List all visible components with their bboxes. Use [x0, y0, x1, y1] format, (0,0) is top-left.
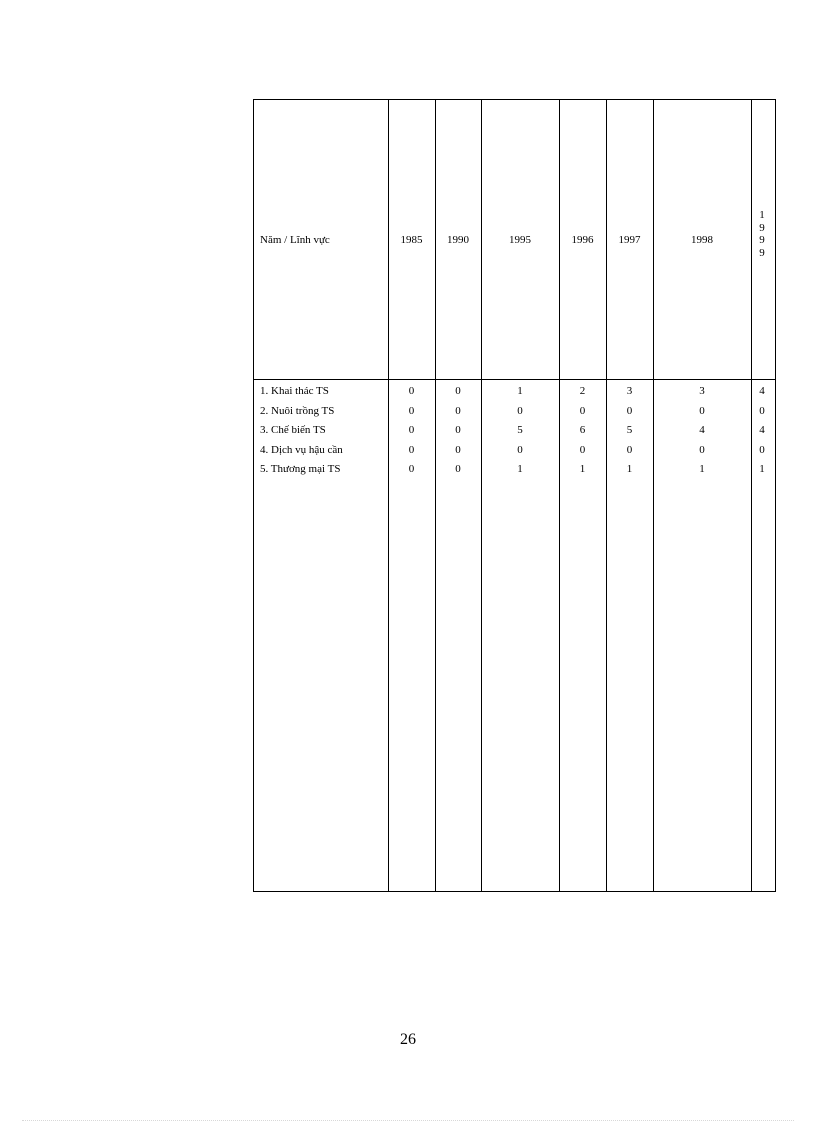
table-cell: 1 — [517, 385, 523, 397]
table-cell: 6 — [579, 424, 586, 436]
table-cell: 3 — [626, 385, 633, 397]
header-label: Năm / Lĩnh vực — [260, 234, 330, 246]
row-label-khai-thac: 1. Khai thác TS — [260, 385, 329, 397]
year-1996: 1996 — [571, 234, 594, 246]
table-cell: 0 — [408, 444, 415, 456]
table-cell: 0 — [517, 444, 523, 456]
page-bottom-divider — [22, 1120, 794, 1121]
row-label-dich-vu: 4. Dịch vụ hậu cần — [260, 444, 343, 456]
table-cell: 0 — [579, 444, 586, 456]
column-divider — [559, 100, 560, 891]
year-1999-vertical: 1 9 9 9 — [759, 209, 765, 259]
table-cell: 0 — [626, 405, 633, 417]
table-cell: 1 — [579, 463, 586, 475]
table-cell: 0 — [699, 444, 705, 456]
table-cell: 0 — [455, 424, 461, 436]
table-cell: 0 — [408, 424, 415, 436]
table-cell: 0 — [408, 463, 415, 475]
row-label-che-bien: 3. Chế biến TS — [260, 424, 326, 436]
data-table — [253, 99, 776, 892]
table-cell: 1 — [699, 463, 705, 475]
table-cell: 4 — [759, 385, 765, 397]
table-cell: 4 — [699, 424, 705, 436]
table-cell: 1 — [517, 463, 523, 475]
year-1995: 1995 — [509, 234, 531, 246]
table-cell: 0 — [759, 444, 765, 456]
header-divider — [254, 379, 775, 380]
table-cell: 0 — [455, 385, 461, 397]
table-cell: 0 — [408, 405, 415, 417]
table-cell: 0 — [579, 405, 586, 417]
table-cell: 0 — [455, 405, 461, 417]
row-label-thuong-mai: 5. Thương mại TS — [260, 463, 341, 475]
table-cell: 5 — [626, 424, 633, 436]
column-divider — [388, 100, 389, 891]
column-divider — [435, 100, 436, 891]
year-1985: 1985 — [400, 234, 423, 246]
table-cell: 0 — [759, 405, 765, 417]
table-cell: 0 — [517, 405, 523, 417]
table-cell: 0 — [455, 444, 461, 456]
column-divider — [653, 100, 654, 891]
table-cell: 0 — [455, 463, 461, 475]
table-cell: 1 — [626, 463, 633, 475]
table-cell: 0 — [408, 385, 415, 397]
table-cell: 0 — [626, 444, 633, 456]
year-1997: 1997 — [618, 234, 641, 246]
year-1998: 1998 — [691, 234, 713, 246]
table-cell: 2 — [579, 385, 586, 397]
column-divider — [481, 100, 482, 891]
table-cell: 0 — [699, 405, 705, 417]
table-cell: 5 — [517, 424, 523, 436]
table-cell: 1 — [759, 463, 765, 475]
page-number: 26 — [400, 1031, 416, 1048]
table-cell: 4 — [759, 424, 765, 436]
year-1990: 1990 — [447, 234, 469, 246]
table-cell: 3 — [699, 385, 705, 397]
column-divider — [606, 100, 607, 891]
row-label-nuoi-trong: 2. Nuôi trồng TS — [260, 405, 335, 417]
